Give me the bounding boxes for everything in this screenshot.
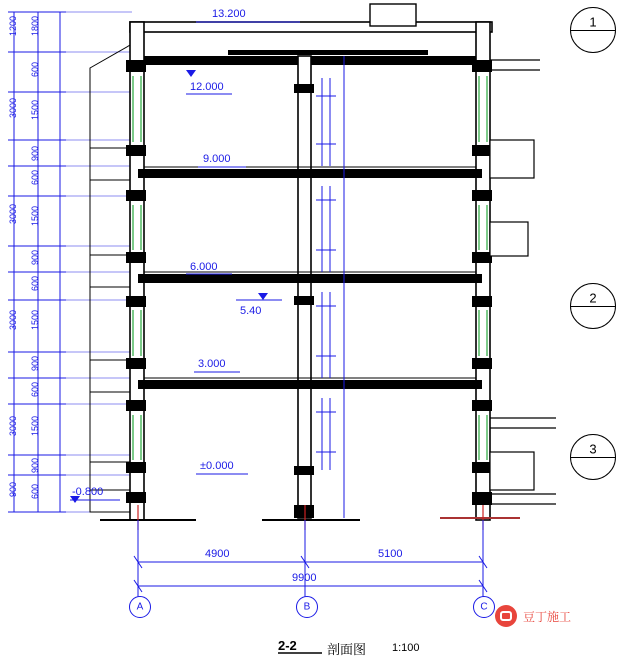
left-dim-inner-8: 1500	[30, 310, 40, 331]
elevation-leaders	[70, 22, 300, 500]
left-dim-inner-12: 900	[30, 458, 40, 474]
watermark	[495, 605, 571, 627]
grid-bubble-c-label: C	[480, 601, 488, 613]
book-icon	[495, 605, 517, 627]
detail-bubble-1-divider	[571, 30, 615, 31]
interior-blue-lines	[316, 56, 344, 518]
elevation-label-6000: 6.000	[190, 261, 218, 273]
grid-bubble-c[interactable]	[473, 596, 495, 618]
left-dim-inner-5: 1500	[30, 206, 40, 227]
detail-bubble-1[interactable]	[570, 7, 616, 53]
grid-bubble-b-label: B	[303, 601, 311, 613]
left-dim-inner-1: 600	[30, 62, 40, 78]
grid-bubble-a[interactable]	[129, 596, 151, 618]
elevation-label-minus-0800: -0.800	[72, 486, 104, 498]
detail-bubble-1-label: 1	[589, 14, 597, 30]
left-dim-inner-0: 1800	[30, 16, 40, 37]
left-dim-inner-6: 900	[30, 250, 40, 266]
grid-bubble-b[interactable]	[296, 596, 318, 618]
level-marker-12000	[186, 70, 196, 77]
left-dim-inner-13: 600	[30, 484, 40, 500]
left-dim-inner-4: 600	[30, 170, 40, 186]
bottom-dim-bc: 5100	[378, 548, 403, 560]
left-dim-outer-5: 900	[8, 482, 18, 498]
detail-bubble-3-label: 3	[589, 441, 597, 457]
drawing-title: 2-2	[278, 638, 297, 653]
elevation-label-0000: ±0.000	[200, 460, 234, 472]
structural-frame	[126, 4, 492, 520]
detail-bubble-3-divider	[571, 457, 615, 458]
elevation-label-12000: 12.000	[190, 81, 224, 93]
extension-lines	[60, 12, 132, 512]
left-dim-inner-2: 1500	[30, 100, 40, 121]
left-dim-inner-11: 1500	[30, 416, 40, 437]
elevation-label-9000: 9.000	[203, 153, 231, 165]
watermark-label: 豆丁施工	[523, 609, 572, 624]
bottom-dim-total: 9900	[292, 572, 317, 584]
bottom-dimension-chain	[134, 520, 487, 600]
bottom-dim-ab: 4900	[205, 548, 230, 560]
detail-bubble-3[interactable]	[570, 434, 616, 480]
drawing-scale: 1:100	[392, 642, 420, 654]
elevation-label-540: 5.40	[240, 305, 262, 317]
elevation-label-3000: 3.000	[198, 358, 226, 370]
left-dim-inner-10: 600	[30, 382, 40, 398]
left-dim-outer-2: 3000	[8, 204, 18, 225]
grid-bubble-a-label: A	[136, 601, 144, 613]
right-projections	[490, 60, 556, 504]
left-dim-inner-3: 900	[30, 146, 40, 162]
left-dim-outer-1: 3000	[8, 98, 18, 119]
drawing-title-suffix: 剖面图	[327, 642, 367, 657]
detail-bubble-2-label: 2	[589, 290, 597, 306]
left-dim-outer-0: 1200	[8, 16, 18, 37]
detail-bubble-2[interactable]	[570, 283, 616, 329]
facade-outline	[90, 44, 132, 512]
left-dim-outer-3: 3000	[8, 310, 18, 331]
left-dim-inner-9: 900	[30, 356, 40, 372]
left-dim-inner-7: 600	[30, 276, 40, 292]
detail-bubble-2-divider	[571, 306, 615, 307]
level-marker-540	[258, 293, 268, 300]
left-dim-outer-4: 3000	[8, 416, 18, 437]
elevation-label-13200: 13.200	[212, 8, 246, 20]
